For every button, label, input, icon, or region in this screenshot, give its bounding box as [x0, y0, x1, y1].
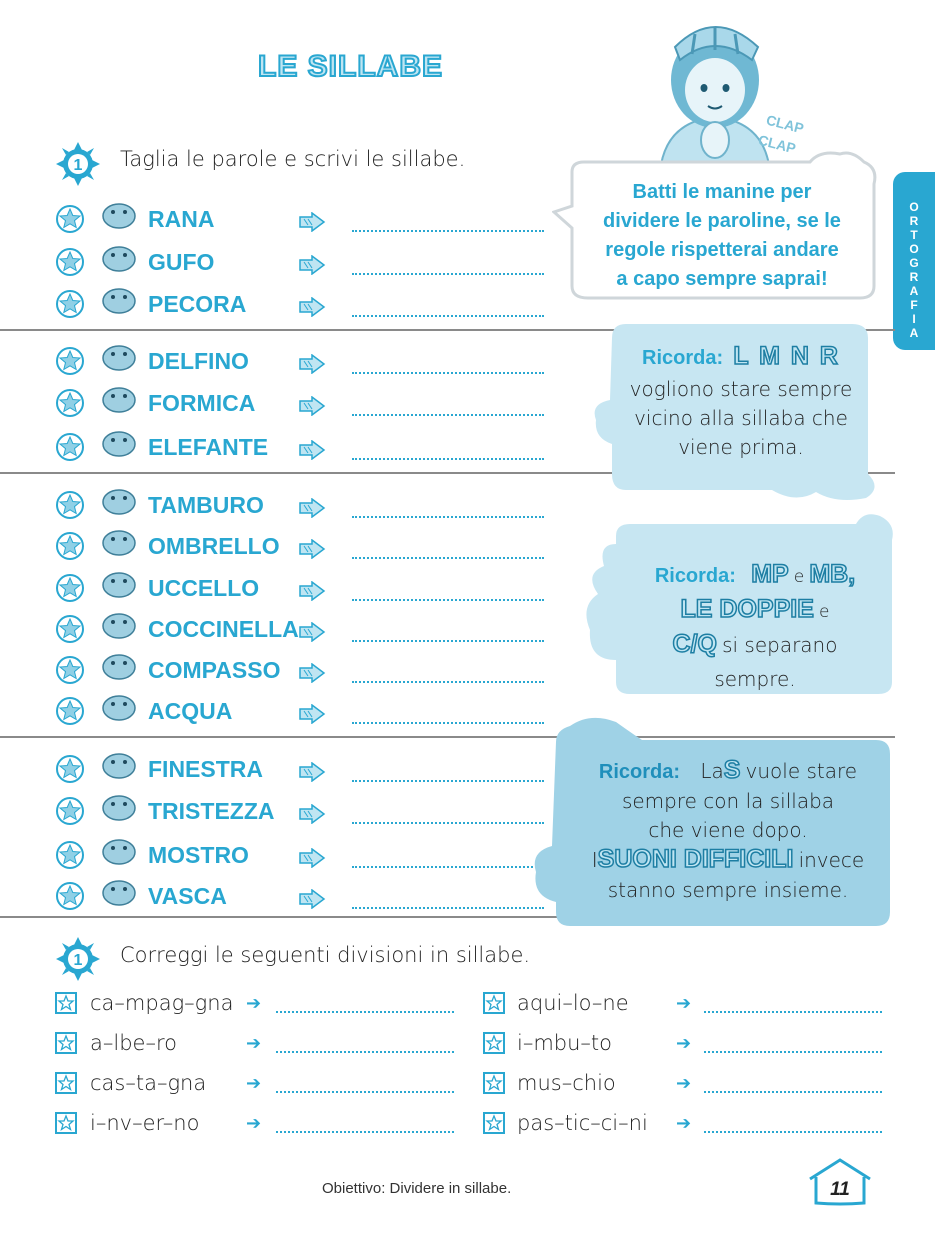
- star-checkbox[interactable]: [55, 796, 85, 826]
- star-checkbox[interactable]: [55, 881, 85, 911]
- letters-lmnr: L M N R: [733, 342, 840, 370]
- page-title: LE SILLABE: [258, 50, 444, 83]
- answer-line[interactable]: [352, 599, 544, 601]
- star-checkbox[interactable]: [55, 992, 77, 1014]
- star-checkbox[interactable]: [483, 1112, 505, 1134]
- answer-line[interactable]: [352, 640, 544, 642]
- rule-note-s: [530, 712, 892, 928]
- speech-bubble: [552, 150, 882, 308]
- answer-line[interactable]: [704, 1091, 882, 1093]
- word-label: RANA: [148, 206, 215, 232]
- arrow-icon: ➔: [246, 1113, 262, 1134]
- wrong-division: cas–ta–gna: [90, 1071, 207, 1095]
- answer-line[interactable]: [704, 1051, 882, 1053]
- arrow-icon: ➔: [676, 1113, 692, 1134]
- exercise-instruction: Correggi le seguenti divisioni in sillabe.: [120, 943, 531, 967]
- bubble-line: Batti le manine per: [632, 181, 812, 203]
- arrow-icon: [298, 762, 326, 782]
- group-divider: [0, 916, 560, 918]
- answer-line[interactable]: [704, 1011, 882, 1013]
- arrow-icon: [298, 498, 326, 518]
- answer-line[interactable]: [352, 273, 544, 275]
- bathtub-icon: [99, 873, 139, 909]
- monster-icon: [99, 832, 139, 868]
- letter-s: S: [723, 756, 741, 784]
- answer-line[interactable]: [352, 681, 544, 683]
- owl-icon: [99, 239, 139, 275]
- wrong-division: pas–tic–ci–ni: [517, 1111, 648, 1135]
- star-checkbox[interactable]: [55, 696, 85, 726]
- note-line: vogliono stare sempre: [629, 377, 853, 401]
- ricorda-label: Ricorda:: [642, 347, 724, 369]
- ant-icon: [99, 380, 139, 416]
- arrow-icon: [298, 539, 326, 559]
- star-checkbox[interactable]: [55, 1032, 77, 1054]
- answer-line[interactable]: [352, 780, 544, 782]
- answer-line[interactable]: [352, 372, 544, 374]
- answer-line[interactable]: [352, 866, 544, 868]
- bubble-line: a capo sempre saprai!: [616, 268, 828, 290]
- arrow-icon: ➔: [246, 1033, 262, 1054]
- note-line: viene prima.: [678, 435, 804, 459]
- dolphin-icon: [99, 338, 139, 374]
- answer-line[interactable]: [352, 557, 544, 559]
- arrow-icon: [298, 440, 326, 460]
- bird-icon: [99, 565, 139, 601]
- word-label: MOSTRO: [148, 842, 249, 868]
- arrow-icon: [298, 848, 326, 868]
- keyword-mb: MB,: [809, 560, 856, 588]
- clap-text: CLAP: [764, 111, 806, 137]
- answer-line[interactable]: [352, 722, 544, 724]
- star-checkbox[interactable]: [55, 247, 85, 277]
- ricorda-label: Ricorda:: [598, 761, 680, 783]
- note-word: I: [591, 848, 598, 872]
- arrow-icon: [298, 581, 326, 601]
- word-label: OMBRELLO: [148, 533, 280, 559]
- wrong-division: i–nv–er–no: [90, 1111, 200, 1135]
- rule-note-mp-mb: [580, 510, 900, 700]
- exercise-number: 1: [73, 952, 83, 969]
- arrow-icon: [298, 622, 326, 642]
- arrow-icon: ➔: [246, 993, 262, 1014]
- answer-line[interactable]: [352, 822, 544, 824]
- star-checkbox[interactable]: [55, 346, 85, 376]
- note-line: sempre.: [714, 667, 796, 691]
- star-checkbox[interactable]: [483, 1072, 505, 1094]
- word-label: COCCINELLA: [148, 616, 299, 642]
- answer-line[interactable]: [352, 907, 544, 909]
- wrong-division: aqui–lo–ne: [517, 991, 629, 1015]
- keyword-mp: MP: [751, 560, 789, 588]
- word-label: ACQUA: [148, 698, 233, 724]
- star-checkbox[interactable]: [55, 573, 85, 603]
- note-word: La: [700, 759, 724, 783]
- note-line: che viene dopo.: [648, 818, 808, 842]
- drum-icon: [99, 482, 139, 518]
- star-checkbox[interactable]: [55, 289, 85, 319]
- word-label: PECORA: [148, 291, 247, 317]
- arrow-icon: ➔: [676, 1073, 692, 1094]
- wrong-division: mus–chio: [517, 1071, 616, 1095]
- arrow-icon: [298, 396, 326, 416]
- keyword-suoni-difficili: SUONI DIFFICILI: [597, 845, 794, 873]
- answer-line[interactable]: [276, 1091, 454, 1093]
- arrow-icon: [298, 804, 326, 824]
- answer-line[interactable]: [352, 414, 544, 416]
- window-icon: [99, 746, 139, 782]
- note-word: invece: [798, 848, 865, 872]
- answer-line[interactable]: [352, 516, 544, 518]
- exercise-number-badge: [56, 937, 100, 981]
- wrong-division: a–lbe–ro: [90, 1031, 177, 1055]
- note-line: vuole stare: [745, 759, 858, 783]
- answer-line[interactable]: [276, 1131, 454, 1133]
- arrow-icon: [298, 354, 326, 374]
- word-label: FINESTRA: [148, 756, 263, 782]
- rule-note-lmnr: [586, 318, 886, 506]
- word-label: DELFINO: [148, 348, 249, 374]
- compass-icon: [99, 647, 139, 683]
- answer-line[interactable]: [276, 1011, 454, 1013]
- ricorda-label: Ricorda:: [654, 565, 736, 587]
- star-checkbox[interactable]: [55, 1072, 77, 1094]
- section-tab: [893, 172, 935, 350]
- star-checkbox[interactable]: [55, 614, 85, 644]
- wrong-division: i–mbu–to: [517, 1031, 613, 1055]
- star-checkbox[interactable]: [483, 1032, 505, 1054]
- star-checkbox[interactable]: [483, 992, 505, 1014]
- note-line: stanno sempre insieme.: [607, 878, 849, 902]
- arrow-icon: [298, 297, 326, 317]
- conjunction: e: [793, 567, 805, 587]
- star-checkbox[interactable]: [55, 388, 85, 418]
- note-line: sempre con la sillaba: [621, 789, 835, 813]
- answer-line[interactable]: [352, 315, 544, 317]
- note-line: vicino alla sillaba che: [634, 406, 848, 430]
- star-checkbox[interactable]: [55, 531, 85, 561]
- word-label: TAMBURO: [148, 492, 264, 518]
- keyword-cq: C/Q: [672, 630, 717, 658]
- bubble-line: dividere le paroline, se le: [603, 210, 841, 232]
- ladybug-icon: [99, 606, 139, 642]
- section-tab-label: ORTOGRAFIA: [907, 200, 921, 340]
- star-checkbox[interactable]: [55, 432, 85, 462]
- star-checkbox[interactable]: [55, 754, 85, 784]
- arrow-icon: ➔: [246, 1073, 262, 1094]
- arrow-icon: [298, 255, 326, 275]
- arrow-icon: ➔: [676, 1033, 692, 1054]
- footer-objective: Obiettivo: Dividere in sillabe.: [322, 1180, 512, 1197]
- page-number-badge: [806, 1157, 874, 1207]
- arrow-icon: [298, 889, 326, 909]
- star-checkbox[interactable]: [55, 490, 85, 520]
- umbrella-icon: [99, 523, 139, 559]
- word-label: UCCELLO: [148, 575, 260, 601]
- frog-icon: [99, 196, 139, 232]
- wrong-division: ca–mpag–gna: [90, 991, 234, 1015]
- clap-text: CLAP: [756, 131, 798, 157]
- keyword-doppie: LE DOPPIE: [680, 595, 814, 623]
- answer-line[interactable]: [704, 1131, 882, 1133]
- star-checkbox[interactable]: [55, 1112, 77, 1134]
- bubble-line: regole rispetterai andare: [605, 239, 839, 261]
- word-label: ELEFANTE: [148, 434, 269, 460]
- arrow-icon: [298, 212, 326, 232]
- answer-line[interactable]: [352, 230, 544, 232]
- word-label: VASCA: [148, 883, 227, 909]
- sad-face-icon: [99, 788, 139, 824]
- word-label: GUFO: [148, 249, 215, 275]
- note-line: si separano: [722, 633, 838, 657]
- arrow-icon: [298, 663, 326, 683]
- word-label: COMPASSO: [148, 657, 281, 683]
- page-number: 11: [830, 1179, 850, 1200]
- exercise-number-badge: [56, 142, 100, 186]
- exercise-instruction: Taglia le parole e scrivi le sillabe.: [120, 147, 466, 171]
- water-bottle-icon: [99, 688, 139, 724]
- answer-line[interactable]: [352, 458, 544, 460]
- word-label: TRISTEZZA: [148, 798, 275, 824]
- exercise-number: 1: [73, 157, 83, 174]
- star-checkbox[interactable]: [55, 655, 85, 685]
- answer-line[interactable]: [276, 1051, 454, 1053]
- star-checkbox[interactable]: [55, 840, 85, 870]
- conjunction: e: [819, 602, 830, 622]
- arrow-icon: [298, 704, 326, 724]
- arrow-icon: ➔: [676, 993, 692, 1014]
- elephant-icon: [99, 424, 139, 460]
- sheep-icon: [99, 281, 139, 317]
- star-checkbox[interactable]: [55, 204, 85, 234]
- word-label: FORMICA: [148, 390, 256, 416]
